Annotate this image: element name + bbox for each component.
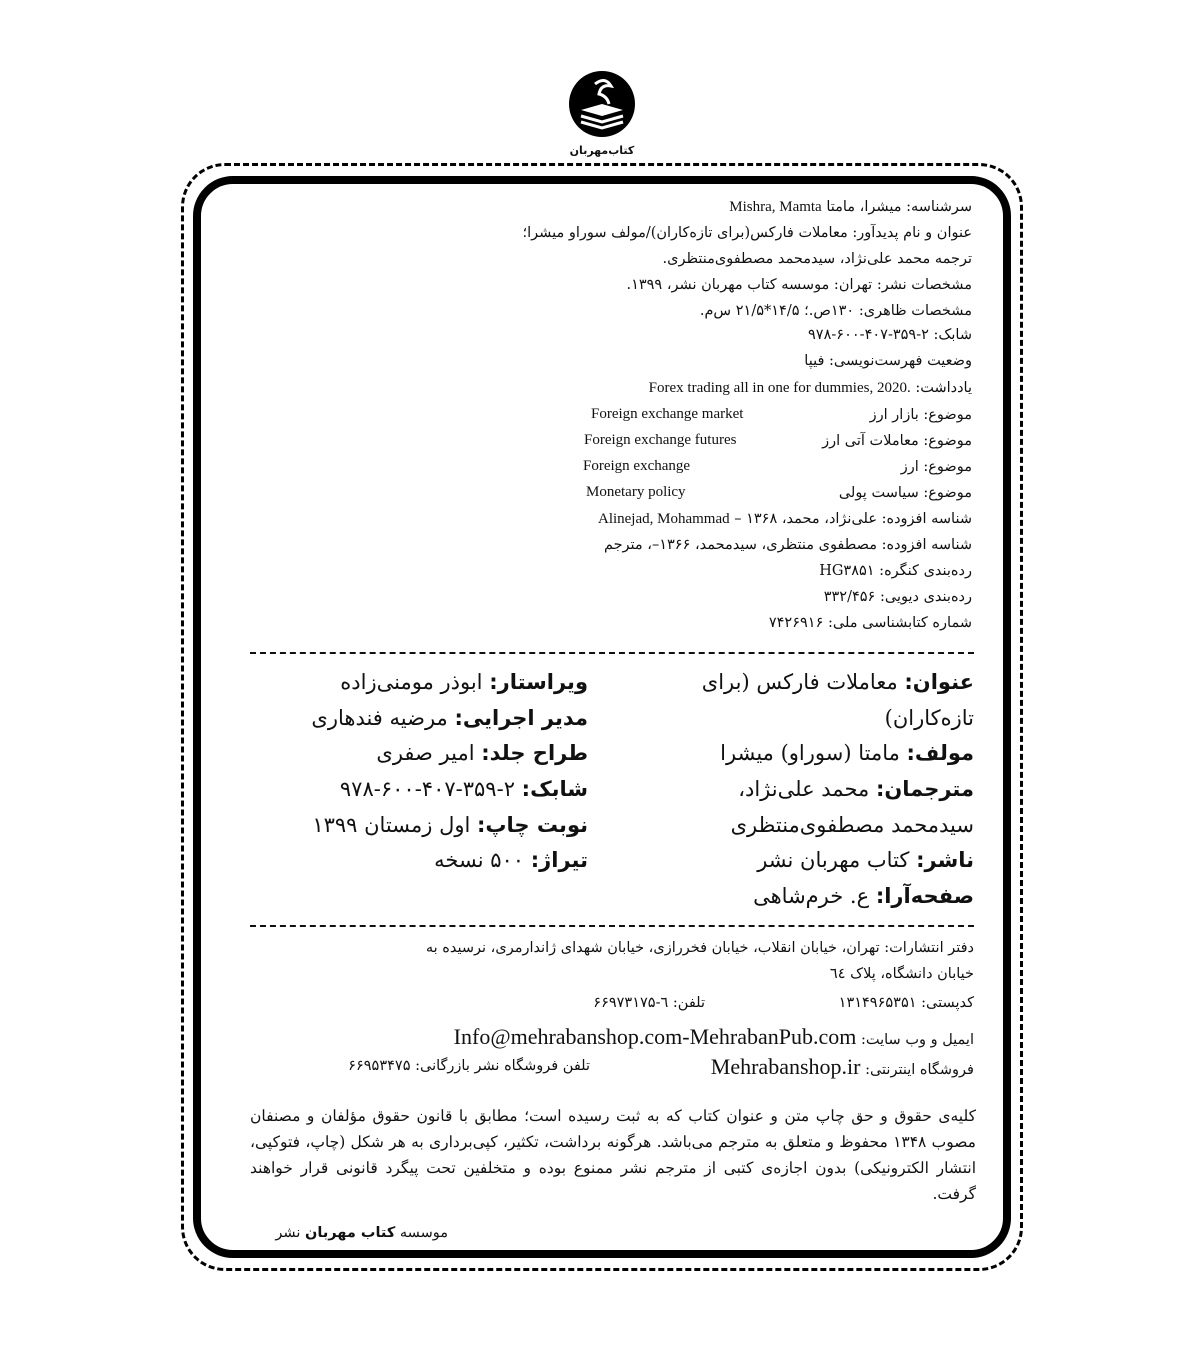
divider	[250, 925, 974, 927]
cip-translators: ترجمه محمد علی‌نژاد، سیدمحمد مصطفوی‌منتظری.	[662, 251, 972, 267]
credit-executive: مدیر اجرایی: مرضیه فندهاری	[311, 706, 588, 730]
logo-caption: کتاب‌مهربان	[569, 144, 635, 157]
cip-subject-3-en: Foreign exchange	[583, 458, 691, 474]
credit-editor: ویراستار: ابوذر مومنی‌زاده	[340, 670, 588, 694]
credit-layout: صفحه‌آرا: ع. خرم‌شاهی	[753, 884, 974, 908]
cip-title: عنوان و نام پدیدآور: معاملات فارکس(برای تازه‌کاران)/مولف سوراو میشرا؛	[522, 225, 972, 241]
office-address: دفتر انتشارات: تهران، خیابان انقلاب، خیابان فخررازی، خیابان شهدای ژاندارمری، نرسیده به	[425, 940, 974, 956]
office-address-cont: خیابان دانشگاه، پلاک ٦٤	[829, 966, 974, 982]
store-link[interactable]: Mehrabanshop.ir	[710, 1054, 861, 1079]
cip-subject-4: موضوع: سیاست پولی	[838, 485, 972, 501]
cip-author: سرشناسه: میشرا، مامتا Mishra, Mamta	[729, 199, 972, 215]
cip-added-entry-2: شناسه افزوده: مصطفوی منتظری، سیدمحمد، ۱۳۶۶–، مترجم	[603, 537, 972, 553]
credit-translators-cont: سیدمحمد مصطفوی‌منتظری	[730, 813, 974, 837]
cip-subject-4-en: Monetary policy	[586, 484, 686, 500]
credit-translators: مترجمان: محمد علی‌نژاد،	[738, 777, 974, 801]
cip-subject-2: موضوع: معاملات آتی ارز	[822, 433, 972, 449]
postal-code: کدپستی: ۱۳۱۴۹۶۵۳۵۱	[838, 995, 974, 1011]
cip-note: یادداشت: Forex trading all in one for dummies, 2020.	[648, 380, 972, 396]
cip-lc-class: رده‌بندی کنگره: HG۳۸۵۱	[819, 563, 972, 579]
credit-edition: نوبت چاپ: اول زمستان ۱۳۹۹	[312, 813, 588, 837]
credit-isbn: شابک: ۲-۳۵۹-۴۰۷-۶۰۰-۹۷۸	[339, 777, 588, 801]
email-link[interactable]: Info@mehrabanshop.com-MehrabanPub.com	[453, 1024, 857, 1049]
cip-dewey: رده‌بندی دیویی: ۳۳۲/۴۵۶	[823, 589, 972, 605]
cip-subject-1-en: Foreign exchange market	[591, 406, 744, 422]
credit-print-run: تیراژ: ۵۰۰ نسخه	[434, 848, 588, 872]
credit-title: عنوان: معاملات فارکس (برای	[701, 670, 974, 694]
cip-subject-2-en: Foreign exchange futures	[584, 432, 737, 448]
email-website: ایمیل و وب سایت: Info@mehrabanshop.com-MehrabanPub.com	[453, 1024, 974, 1049]
cip-national-number: شماره کتابشناسی ملی: ۷۴۲۶۹۱۶	[768, 615, 972, 631]
credit-title-cont: تازه‌کاران)	[884, 706, 974, 730]
cip-isbn: شابک: ۲-۳۵۹-۴۰۷-۶۰۰-۹۷۸	[808, 327, 972, 343]
cip-catalog-status: وضعیت فهرست‌نویسی: فیپا	[804, 353, 972, 369]
online-store: فروشگاه اینترنتی: Mehrabanshop.ir	[710, 1054, 974, 1079]
credit-publisher: ناشر: کتاب مهربان نشر	[757, 848, 974, 872]
phone: تلفن: ٦-۶۶۹۷۳۱۷۵	[593, 995, 705, 1011]
store-phone: تلفن فروشگاه نشر بازرگانی: ۶۶۹۵۳۴۷۵	[348, 1058, 590, 1074]
credit-author: مولف: مامتا (سوراو) میشرا	[720, 741, 974, 765]
cip-subject-1: موضوع: بازار ارز	[869, 407, 972, 423]
copyright-notice: کلیه‌ی حقوق و حق چاپ متن و عنوان کتاب که به ثبت رسیده است؛ مطابق با قانون حقوق مؤلفان و مصنفان مصوب ۱۳۴۸ محفوظ و متعلق به مترجم می‌باشد. هرگونه برداشت، تکثیر، کپی‌برداری به هر شکل (چاپ، فتوکپی، انتشار الکترونیکی) بدون اجازه‌ی کتبی از مترجم نشر ممنوع بوده و متخلفین تحت پیگرد قانونی قرار خواهند گرفت.	[250, 1107, 976, 1203]
cip-subject-3: موضوع: ارز	[900, 459, 972, 475]
cip-physical: مشخصات ظاهری: ۱۳۰ص.؛ ۱۴/۵*۲۱/۵ س‌م.	[699, 303, 972, 319]
credit-cover-designer: طراح جلد: امیر صفری	[376, 741, 588, 765]
divider	[250, 652, 974, 654]
cip-publication: مشخصات نشر: تهران: موسسه کتاب مهربان نشر، ۱۳۹۹.	[626, 277, 972, 293]
cip-added-entry-1: شناسه افزوده: علی‌نژاد، محمد، ۱۳۶۸ – Alinejad, Mohammad	[597, 511, 972, 527]
publisher-stamp: موسسه کتاب مهربان نشر	[275, 1225, 448, 1241]
